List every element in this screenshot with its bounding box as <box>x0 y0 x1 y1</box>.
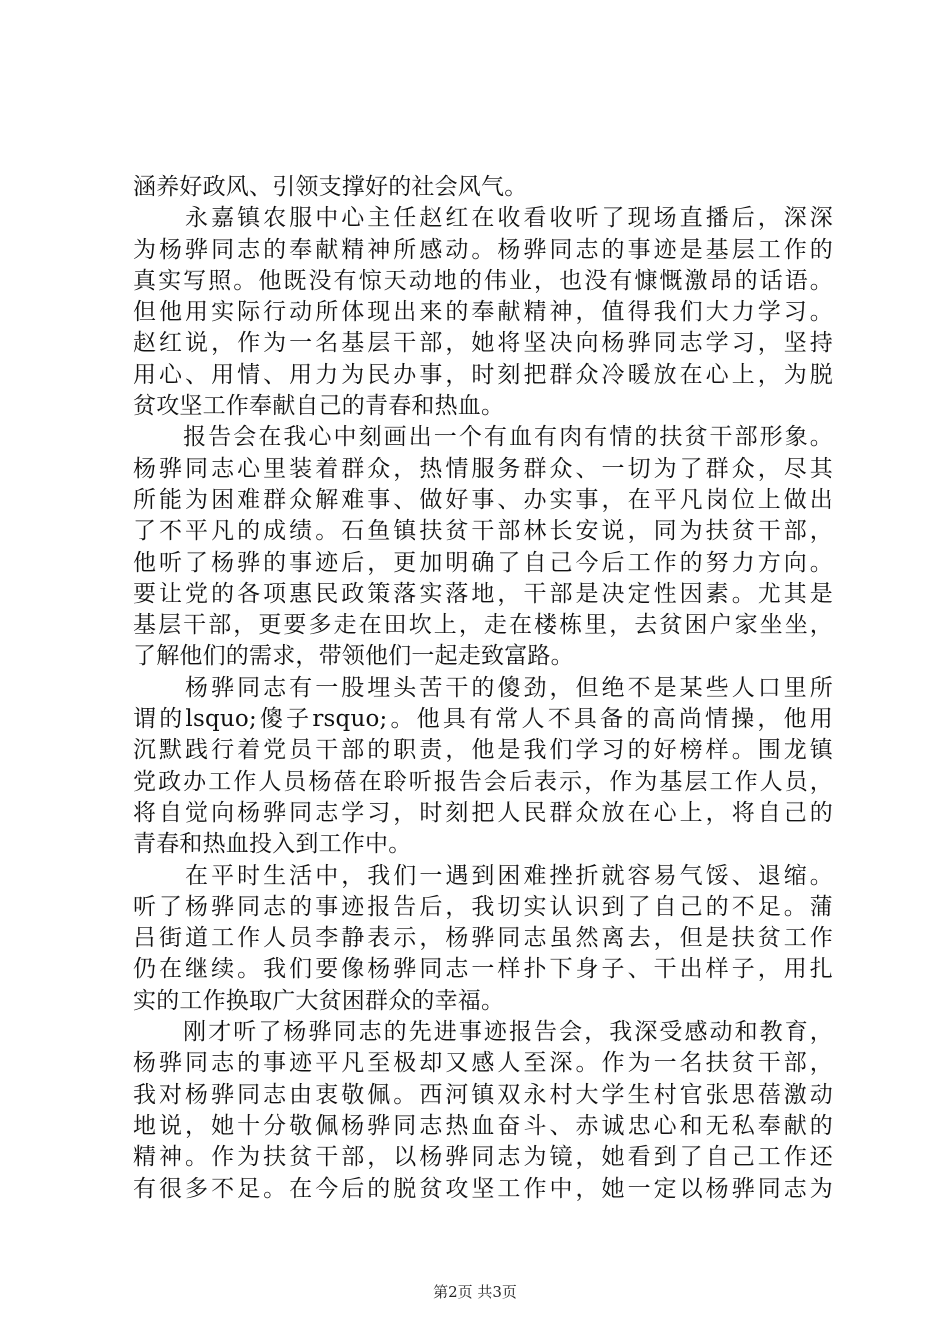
text-line: 为杨骅同志的奉献精神所感动。杨骅同志的事迹是基层工作的 <box>133 236 833 263</box>
text-line: 刚才听了杨骅同志的先进事迹报告会，我深受感动和教育， <box>133 1019 833 1046</box>
text-line: 他听了杨骅的事迹后，更加明确了自己今后工作的努力方向。 <box>133 549 833 576</box>
text-line: 有很多不足。在今后的脱贫攻坚工作中，她一定以杨骅同志为 <box>133 1175 833 1202</box>
text-line: 沉默践行着党员干部的职责，他是我们学习的好榜样。围龙镇 <box>133 737 833 764</box>
text-line: 报告会在我心中刻画出一个有血有肉有情的扶贫干部形象。 <box>133 424 833 451</box>
text-line: 赵红说，作为一名基层干部，她将坚决向杨骅同志学习，坚持 <box>133 330 833 357</box>
text-line: 涵养好政风、引领支撑好的社会风气。 <box>133 174 528 200</box>
text-line: 但他用实际行动所体现出来的奉献精神，值得我们大力学习。 <box>133 299 833 326</box>
text-line: 我对杨骅同志由衷敬佩。西河镇双永村大学生村官张思蓓激动 <box>133 1081 833 1108</box>
text-line: 实的工作换取广大贫困群众的幸福。 <box>133 987 505 1014</box>
text-line: 将自觉向杨骅同志学习，时刻把人民群众放在心上，将自己的 <box>133 799 833 826</box>
text-line: 杨骅同志的事迹平凡至极却又感人至深。作为一名扶贫干部， <box>133 1050 833 1077</box>
text-line: 了不平凡的成绩。石鱼镇扶贫干部林长安说，同为扶贫干部， <box>133 518 833 545</box>
text-line: 青春和热血投入到工作中。 <box>133 831 412 858</box>
text-line: 永嘉镇农服中心主任赵红在收看收听了现场直播后，深深 <box>133 205 833 232</box>
text-line: 所能为困难群众解难事、做好事、办实事，在平凡岗位上做出 <box>133 486 833 513</box>
text-line: 基层干部，更要多走在田坎上，走在楼栋里，去贫困户家坐坐， <box>133 612 833 639</box>
text-line: 真实写照。他既没有惊天动地的伟业，也没有慷慨激昂的话语。 <box>133 267 833 294</box>
text-line: 要让党的各项惠民政策落实落地，干部是决定性因素。尤其是 <box>133 580 833 607</box>
text-line: 地说，她十分敬佩杨骅同志热血奋斗、赤诚忠心和无私奉献的 <box>133 1112 833 1139</box>
text-line: 了解他们的需求，带领他们一起走致富路。 <box>133 643 574 670</box>
text-line: 吕街道工作人员李静表示，杨骅同志虽然离去，但是扶贫工作 <box>133 925 833 952</box>
text-line: 精神。作为扶贫干部，以杨骅同志为镜，她看到了自己工作还 <box>133 1144 833 1171</box>
text-line: 听了杨骅同志的事迹报告后，我切实认识到了自己的不足。蒲 <box>133 893 833 920</box>
text-line: 杨骅同志有一股埋头苦干的傻劲，但绝不是某些人口里所 <box>133 674 833 701</box>
text-line: 仍在继续。我们要像杨骅同志一样扑下身子、干出样子，用扎 <box>133 956 833 983</box>
body-text <box>133 172 833 1205</box>
text-line: 在平时生活中，我们一遇到困难挫折就容易气馁、退缩。 <box>133 862 833 889</box>
text-line: 用心、用情、用力为民办事，时刻把群众冷暖放在心上，为脱 <box>133 361 833 388</box>
text-line: 杨骅同志心里装着群众，热情服务群众、一切为了群众，尽其 <box>133 455 833 482</box>
text-line: 党政办工作人员杨蓓在聆听报告会后表示，作为基层工作人员， <box>133 768 833 795</box>
text-line: 谓的lsquo;傻子rsquo;。他具有常人不具备的高尚情操，他用 <box>133 706 833 733</box>
page-footer: 第2页 共3页 <box>433 1283 517 1301</box>
text-line: 贫攻坚工作奉献自己的青春和热血。 <box>133 393 505 420</box>
